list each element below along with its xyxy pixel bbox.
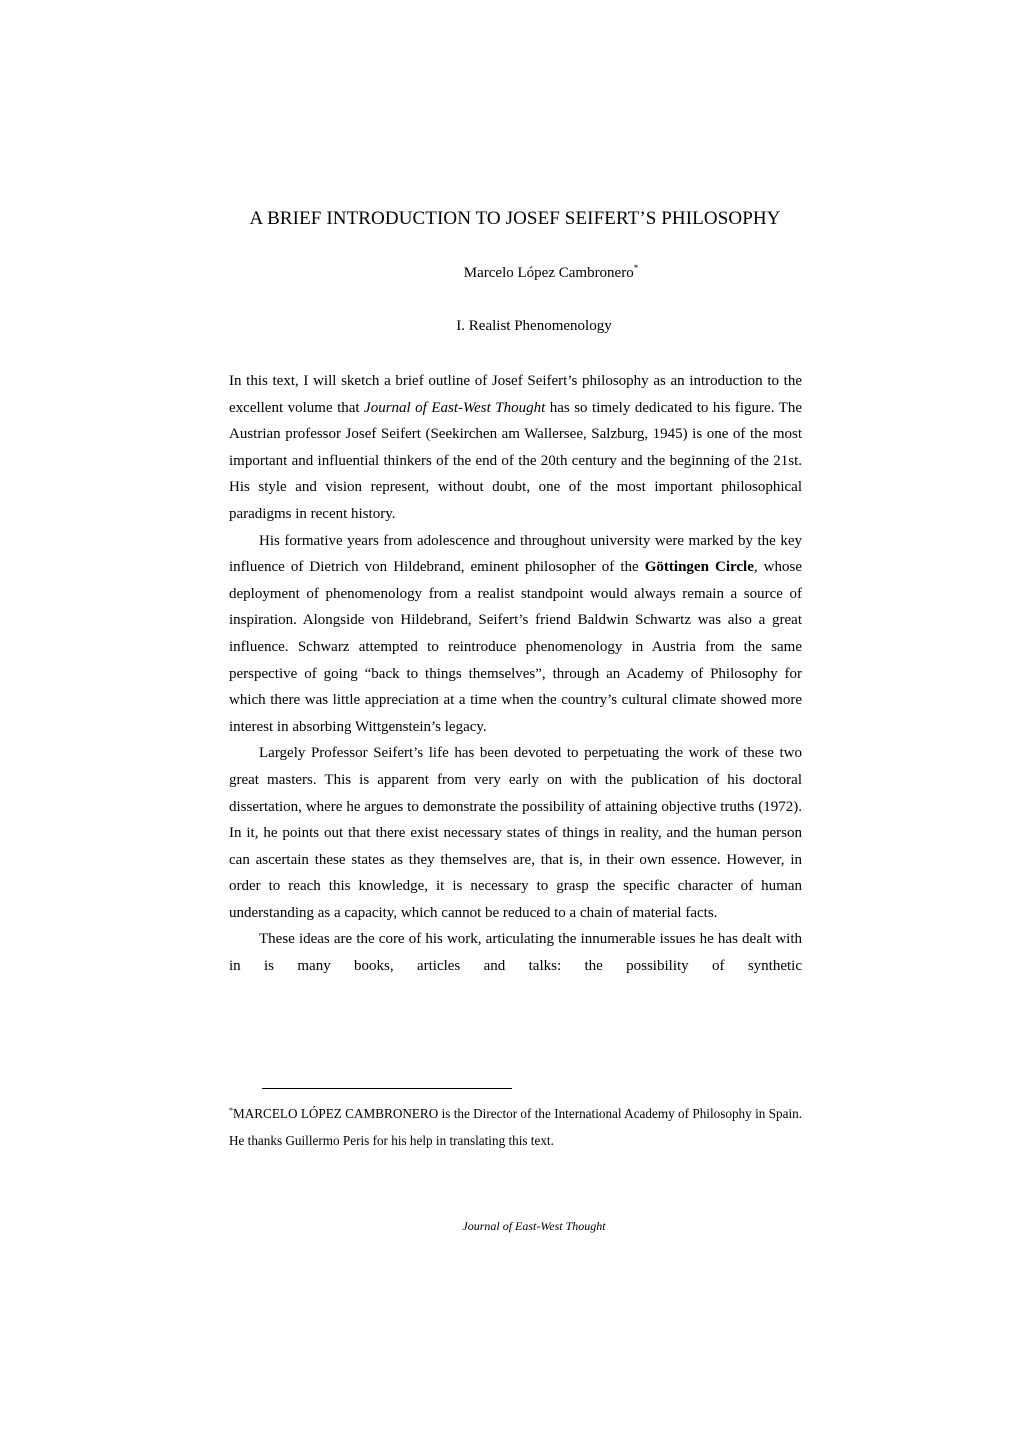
author-line	[0, 265, 1020, 282]
footnote-separator	[262, 1088, 512, 1089]
author-name: Marcelo López Cambronero	[463, 265, 634, 281]
footnote-text: MARCELO LÓPEZ CAMBRONERO is the Director of the International Academy of Philosophy in Spain. He thanks Guillermo Peris for his help in translating this text.	[229, 1106, 802, 1148]
author-footnote-mark[interactable]: *	[633, 263, 639, 273]
paragraph-1-text-b: has so timely dedicated to his figure. The Austrian professor Josef Seifert (Seekirchen am Wallersee, Salzburg, 1945) is one of the most important and influential thinkers of the end of the 20th century and the beginning of the 21st. His style and vision represent, without doubt, one of the most important philosophical paradigms in recent history.	[229, 399, 802, 522]
gottingen-circle-term: Göttingen Circle	[644, 559, 754, 576]
running-footer: Journal of East-West Thought	[462, 1219, 606, 1233]
section-heading: I. Realist Phenomenology	[456, 318, 612, 334]
body-text	[229, 368, 802, 980]
footnote-mark: *	[229, 1106, 233, 1115]
paragraph-3: Largely Professor Seifert’s life has been devoted to perpetuating the work of these two great masters. This is apparent from very early on with the publication of his doctoral dissertation, where he argues to demonstrate the possibility of attaining objective truths (1972). In it, he points out that there exist necessary states of things in reality, and the human person can ascertain these states as they themselves are, that is, in their own essence. However, in order to reach this knowledge, it is necessary to grasp the specific character of human understanding as a capacity, which cannot be reduced to a chain of material facts.	[229, 745, 802, 921]
paragraph-4: These ideas are the core of his work, articulating the innumerable issues he has dealt with in is many books, articles and talks: the possibility of synthetic	[229, 931, 802, 975]
paragraph-2-text-a: His formative years from adolescence and throughout university were marked by the key influence of Dietrich von Hildebrand, eminent philosopher of the	[229, 532, 802, 576]
paragraph-1	[229, 368, 802, 528]
paragraph-1-text-a: In this text, I will sketch a brief outline of Josef Seifert’s philosophy as an introduction to the excellent volume that	[229, 373, 802, 416]
journal-title-inline: Journal of East-West Thought	[364, 399, 546, 416]
paragraph-2-text-b: , whose deployment of phenomenology from a realist standpoint would always remain a source of inspiration. Alongside von Hildebrand, Seifert’s friend Baldwin Schwartz was also a great influence. Schwarz attempted to reintroduce phenomenology in Austria from the same perspective of going “back to things themselves”, through an Academy of Philosophy for which there was little appreciation at a time when the country’s cultural climate showed more interest in absorbing Wittgenstein’s legacy.	[229, 559, 803, 735]
article-title: A BRIEF INTRODUCTION TO JOSEF SEIFERT’S PHILOSOPHY	[249, 208, 781, 229]
footnote	[229, 1101, 802, 1154]
paragraph-2	[229, 528, 802, 741]
